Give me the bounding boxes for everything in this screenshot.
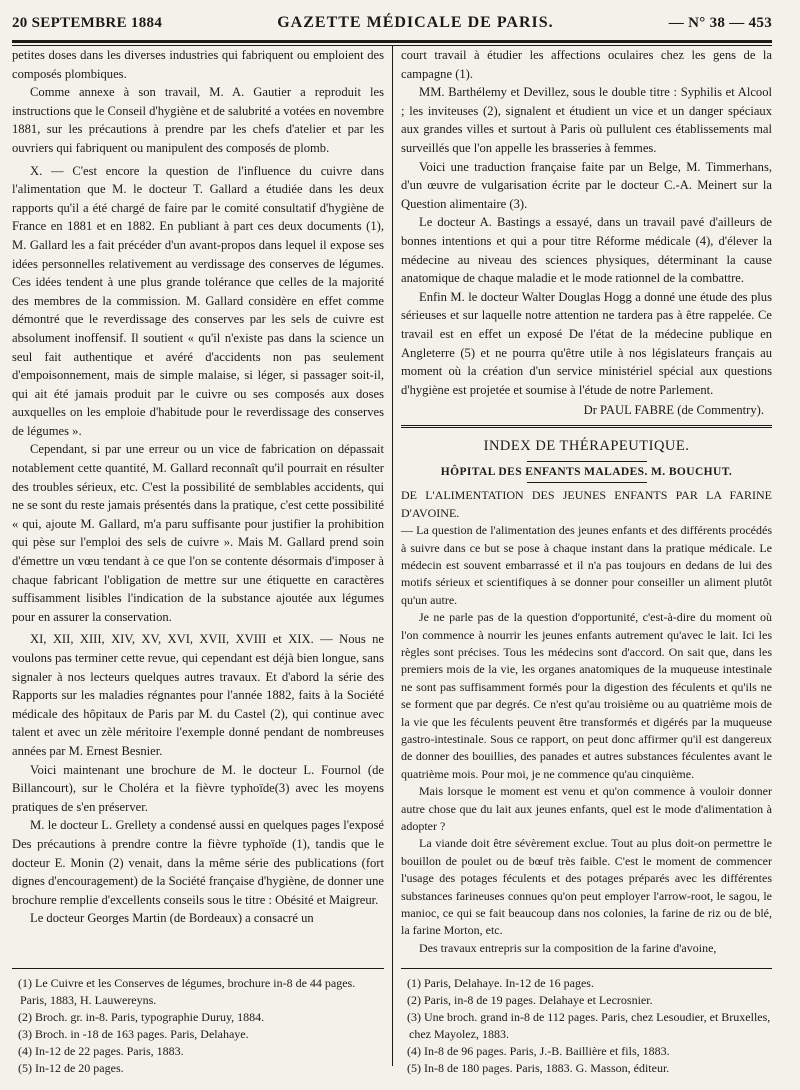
- footnote-rule: [401, 968, 772, 969]
- paragraph: La viande doit être sévèrement exclue. Tout au plus doit-on permettre le bouillon de poulet ou de bœuf très faible. C'est le moment de commencer l'usage des potages féculents et des potages préparés avec les différentes substances farineuses connues qu'on peut employer l'arrow-root, le sagou, le manioc, ce qui se fait beaucoup dans nos colonies, la farine de riz ou de blé, la farine Morton, etc.: [401, 836, 772, 938]
- paragraph: Cependant, si par une erreur ou un vice de fabrication on dépassait notablement cette quantité, M. Gallard reconnaît qu'il pourrait en résulter des troubles sérieux, etc. C'est la possibilité de semblables accidents, qui ne se sont du reste jamais présentés dans la pratique, c'est cette possibilité « qui, ajoute M. Gallard, m'a paru suffisante pour justifier la prohibition qui pèse sur l'emploi des sels de cuivre ». Mais M. Gallard prend soin d'émettre un vœu tendant à ce que l'on se contente désormais d'imposer à chaque fabricant l'obligation de mettre sur une étiquette en caractères suffisamment lisibles l'indication de la substance ajoutée aux légumes pour en assurer la conservation.: [12, 442, 384, 624]
- paragraph: M. le docteur L. Grellety a condensé aussi en quelques pages l'exposé Des précautions à prendre contre la fièvre typhoïde (1), tandis que le docteur E. Monin (2) venait, dans la même série des publications (fort dignes d'encouragement) de la Société française d'hygiène, de donner une brochure remplie d'excellents conseils sous le titre : Obésité et Maigreur.: [12, 818, 384, 907]
- paragraph: Mais lorsque le moment est venu et qu'on commence à vouloir donner autre chose que du lait aux jeunes enfants, quel est le mode d'alimentation à adopter ?: [401, 784, 772, 833]
- journal-title: GAZETTE MÉDICALE DE PARIS.: [277, 14, 554, 31]
- page-number: — N° 38 — 453: [668, 15, 772, 31]
- footnote: (3) Broch. in -18 de 163 pages. Paris, Delahaye.: [18, 1027, 249, 1041]
- footnotes: [401, 975, 772, 1077]
- subtitle-rule: [527, 482, 647, 483]
- paragraph: X. — C'est encore la question de l'influence du cuivre dans l'alimentation que M. le docteur T. Gallard a étudiée dans les deux rapports qu'il a été chargé de faire par le comité consultatif d'hygiène de France en 1881 et en 1882. En publiant à part ces deux documents (1), M. Gallard les a fait précéder d'un avant-propos dans lequel il expose ses idées personnelles relativement au verdissage des conserves de légumes. Ces idées tendent à une plus grande tolérance que celles de la majorité des membres de la commission. M. Gallard considère en effet comme démontré que le reverdissage des conserves par les sels de cuivre est absolument inoffensif. Il soutient « qu'il n'existe pas dans la science un seul fait authentique et avéré d'accidents non pas seulement d'empoisonnement, mais de simple malaise, si léger, si passager soit-il, qui ait été jamais produit par le cuivre ou ses composés aux doses auxquelles on les emploie d'habitude pour le reverdissage des conserves de légumes ».: [12, 163, 384, 438]
- paragraph: — La question de l'alimentation des jeunes enfants et des différents procédés à suivre dans ce but se pose à chaque instant dans la pratique médicale. Le médecin est souvent embarrassé et il n'a pas toujours en dedans de lui des motifs sérieux et scientifiques à se donner pour conseiller un aliment plutôt qu'un autre.: [401, 523, 772, 607]
- footnote: (4) In-12 de 22 pages. Paris, 1883.: [18, 1044, 184, 1058]
- paragraph: Voici une traduction française faite par un Belge, M. Timmerhans, d'un œuvre de vulgarisation écrite par le docteur C.-A. Meinert sur la Question alimentaire (3).: [401, 159, 772, 211]
- footnote: (2) Broch. gr. in-8. Paris, typographie Duruy, 1884.: [18, 1010, 265, 1024]
- footnotes: [12, 975, 384, 1077]
- page-header: [12, 14, 772, 36]
- paragraph: Comme annexe à son travail, M. A. Gautier a reproduit les instructions que le Conseil d'hygiène et de salubrité a votées en novembre 1881, sur les précautions à prendre par les chefs d'atelier et par les ouvriers qui fabriquent ou manipulent des composés de plomb.: [12, 85, 384, 155]
- paragraph: Le docteur A. Bastings a essayé, dans un travail pavé d'ailleurs de bonnes intentions et qui a pour titre Réforme médicale (4), d'élever la médecine au niveau des sciences physiques, déterminant la cause anatomique de chaque maladie et le mode rationnel de la combattre.: [401, 215, 772, 286]
- right-column: [392, 46, 772, 1075]
- index-title: INDEX DE THÉRAPEUTIQUE.: [483, 438, 690, 455]
- footnote-rule: [12, 968, 384, 969]
- index-subtitle: HÔPITAL DES ENFANTS MALADES. M. BOUCHUT.: [440, 466, 733, 479]
- footnote: (5) In-8 de 180 pages. Paris, 1883. G. Masson, éditeur.: [407, 1061, 670, 1075]
- paragraph: Voici maintenant une brochure de M. le docteur L. Fournol (de Billancourt), sur le Choléra et la fièvre typhoïde(3) avec les moyens pratiques de s'en préserver.: [12, 762, 384, 814]
- footnote: (1) Paris, Delahaye. In-12 de 16 pages.: [407, 976, 594, 990]
- right-column-body: [401, 46, 772, 964]
- footnote: (4) In-8 de 96 pages. Paris, J.-B. Baillière et fils, 1883.: [407, 1044, 670, 1058]
- paragraph: court travail à étudier les affections oculaires chez les gens de la campagne (1).: [401, 48, 772, 81]
- section-heading: DE L'ALIMENTATION DES JEUNES ENFANTS PAR LA FARINE D'AVOINE.: [401, 488, 772, 520]
- header-date: 20 SEPTEMBRE 1884: [12, 15, 163, 31]
- paragraph: XI, XII, XIII, XIV, XV, XVI, XVII, XVIII et XIX. — Nous ne voulons pas terminer cette revue, qui cependant est déjà bien longue, sans signaler à nos lecteurs quelques autres travaux. Et d'abord la série des Rapports sur les maladies régnantes pour l'année 1882, faits à la Société médicale des hôpitaux de Paris par M. du Castel (2), qui continue avec talent et avec un zèle méritoire l'exemple donné pendant de nombreuses années par M. Ernest Besnier.: [12, 632, 384, 758]
- paragraph: Enfin M. le docteur Walter Douglas Hogg a donné une étude des plus sérieuses et sur laquelle notre attention ne tardera pas à être rappelée. Ce travail est en effet un exposé De l'état de la médecine publique en Angleterre (5) et ne pourra qu'être utile à nos législateurs français au moment où la création d'un service ministériel spécial aux questions d'hygiène est projetée et soumise à l'étude de notre Parlement.: [401, 289, 772, 397]
- footnote: (3) Une broch. grand in-8 de 112 pages. Paris, chez Lesoudier, et Bruxelles, chez Mayolez, 1883.: [407, 1010, 771, 1041]
- footnote: (2) Paris, in-8 de 19 pages. Delahaye et Lecrosnier.: [407, 993, 653, 1007]
- columns: [12, 46, 772, 1075]
- paragraph: Des travaux entrepris sur la composition de la farine d'avoine,: [419, 940, 717, 955]
- footnote: (5) In-12 de 20 pages.: [18, 1061, 124, 1075]
- paragraph: Je ne parle pas de la question d'opportunité, c'est-à-dire du moment où l'on commence à nourrir les jeunes enfants autrement qu'avec le lait. Ici les règles sont précises. Tous les médecins sont d'accord. On sait que, dans les premiers mois de la vie, les organes anatomiques de la muqueuse intestinale ne sont pas suffisamment formés pour la digestion des féculents et qu'ils ne se forment que par degrés. Ce n'est qu'au troisième ou au quatrième mois de la vie que les féculents peuvent être transformés et digérés par la muqueuse gastro-intestinale. Sous ce rapport, on peut donc affirmer qu'il est dangereux de donner des bouillies, des panades et autres substances féculentes avant le quatrième mois. Pour moi, je ne commence qu'au cinquième.: [401, 610, 772, 781]
- title-rule: [527, 461, 647, 462]
- paragraph: Le docteur Georges Martin (de Bordeaux) a consacré un: [30, 911, 314, 926]
- left-column: [12, 46, 392, 1075]
- section-divider: [401, 425, 772, 428]
- header-rule: [12, 40, 772, 43]
- footnote: (1) Le Cuivre et les Conserves de légumes, brochure in-8 de 44 pages. Paris, 1883, H. Lauwereyns.: [18, 976, 356, 1007]
- paragraph: petites doses dans les diverses industries qui fabriquent ou emploient des composés plombiques.: [12, 48, 384, 81]
- paragraph: MM. Barthélemy et Devillez, sous le double titre : Syphilis et Alcool ; les inviteuses (2), signalent et étudient un vice et un danger spéciaux aux grandes villes et surtout à Paris où pullulent ces établissements mal surveillés que l'on appelle les brasseries à femmes.: [401, 85, 772, 155]
- author-signature: Dr PAUL FABRE (de Commentry).: [583, 403, 764, 418]
- left-column-body: [12, 46, 384, 964]
